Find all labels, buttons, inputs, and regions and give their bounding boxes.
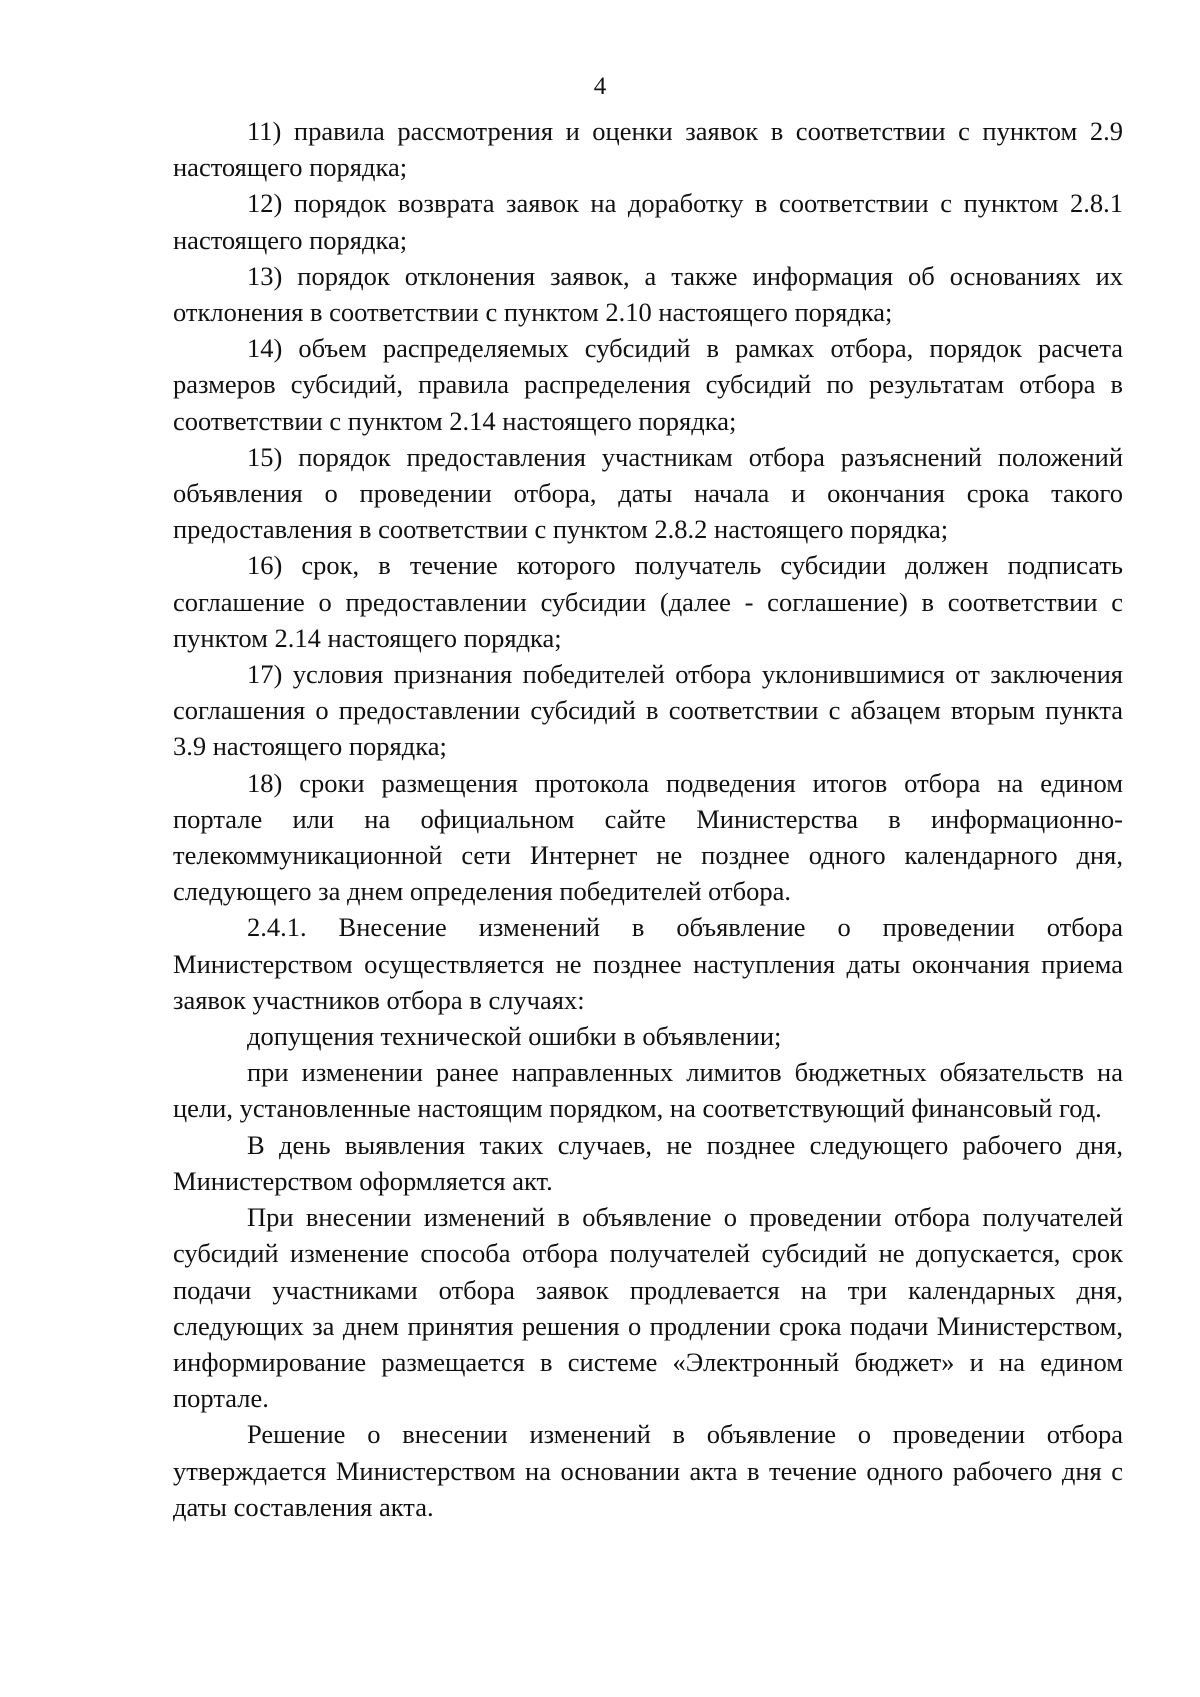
paragraph-case-budget-limits: при изменении ранее направленных лимитов бюджетных обязательств на цели, установленные настоящим порядком, на соответствующий финансовый год. — [173, 1057, 1123, 1124]
paragraph-item-12: 12) порядок возврата заявок на доработку в соответствии с пунктом 2.8.1 настоящего порядка; — [173, 188, 1123, 255]
page-number: 4 — [593, 73, 607, 100]
paragraph-item-15: 15) порядок предоставления участникам отбора разъяснений положений объявления о проведении отбора, даты начала и окончания срока такого предоставления в соответствии с пунктом 2.8.2 настоящего порядка; — [173, 441, 1123, 545]
paragraph-section-2-4-1: 2.4.1. Внесение изменений в объявление о проведении отбора Министерством осуществляется не позднее наступления даты окончания приема заявок участников отбора в случаях: — [173, 912, 1123, 1015]
paragraph-item-14: 14) объем распределяемых субсидий в рамках отбора, порядок расчета размеров субсидий, правила распределения субсидий по результатам отбора в соответствии с пунктом 2.14 настоящего порядка; — [173, 333, 1123, 436]
paragraph-item-18: 18) сроки размещения протокола подведения итогов отбора на едином портале или на официальном сайте Министерства в информационно-телекоммуникационной сети Интернет не позднее одного календарного дня, следующего за днем определения победителей отбора. — [173, 767, 1123, 907]
paragraph-item-17: 17) условия признания победителей отбора уклонившимися от заключения соглашения о предоставлении субсидий в соответствии с абзацем вторым пункта 3.9 настоящего порядка; — [173, 659, 1123, 762]
paragraph-changes-procedure: При внесении изменений в объявление о проведении отбора получателей субсидий изменение способа отбора получателей субсидий не допускается, срок подачи участниками отбора заявок продлевается на три календарных дня, следующих за днем принятия решения о продлении срока подачи Министерством, информирование размещается в системе «Электронный бюджет» и на едином портале. — [173, 1202, 1123, 1414]
paragraph-case-technical-error: допущения технической ошибки в объявлении; — [247, 1021, 782, 1052]
paragraph-act: В день выявления таких случаев, не позднее следующего рабочего дня, Министерством оформляется акт. — [173, 1129, 1123, 1196]
paragraph-decision: Решение о внесении изменений в объявление о проведении отбора утверждается Министерством на основании акта в течение одного рабочего дня с даты составления акта. — [173, 1419, 1123, 1522]
paragraph-item-11: 11) правила рассмотрения и оценки заявок в соответствии с пунктом 2.9 настоящего порядка; — [173, 116, 1123, 183]
paragraph-item-16: 16) срок, в течение которого получатель субсидии должен подписать соглашение о предоставлении субсидии (далее - соглашение) в соответствии с пунктом 2.14 настоящего порядка; — [173, 550, 1123, 653]
document-body — [173, 113, 1123, 1525]
paragraph-item-13: 13) порядок отклонения заявок, а также информация об основаниях их отклонения в соответствии с пунктом 2.10 настоящего порядка; — [173, 260, 1123, 328]
